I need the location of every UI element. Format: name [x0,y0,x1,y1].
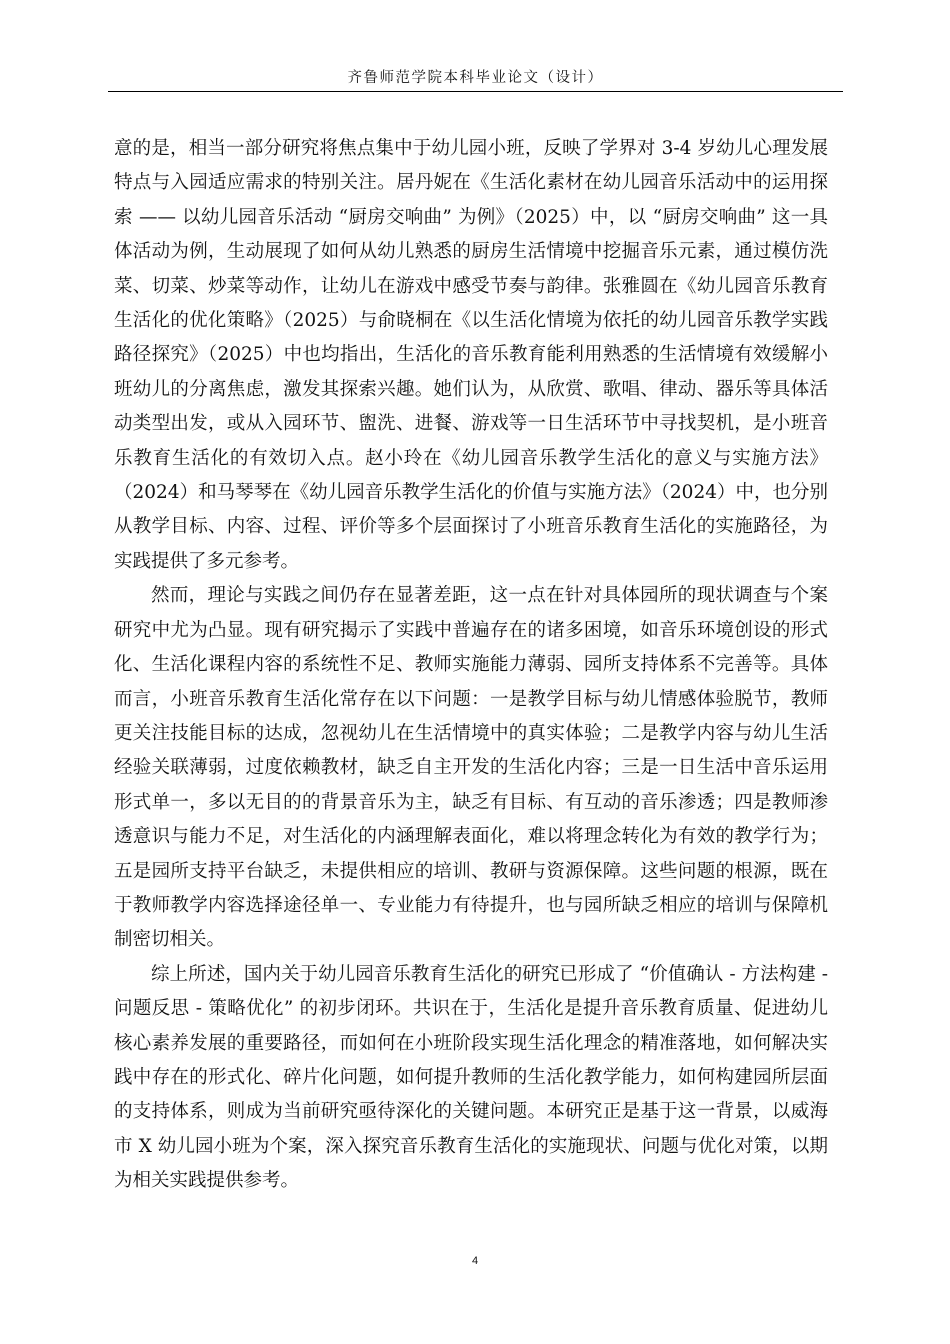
header-rule [108,91,843,92]
paragraph-continued: 意的是，相当一部分研究将焦点集中于幼儿园小班，反映了学界对 3-4 岁幼儿心理发展特点与入园适应需求的特别关注。居丹妮在《生活化素材在幼儿园音乐活动中的运用探索 —— 以幼儿园音乐活动 “厨房交响曲” 为例》（2025）中，以 “厨房交响曲” 这一具体活动为例，生动展现了如何从幼儿熟悉的厨房生活情境中挖掘音乐元素，通过模仿洗菜、切菜、炒菜等动作，让幼儿在游戏中感受节奏与韵律。张雅圆在《幼儿园音乐教育生活化的优化策略》（2025）与俞晓桐在《以生活化情境为依托的幼儿园音乐教学实践路径探究》（2025）中也均指出，生活化的音乐教育能利用熟悉的生活情境有效缓解小班幼儿的分离焦虑，激发其探索兴趣。她们认为，从欣赏、歌唱、律动、器乐等具体活动类型出发，或从入园环节、盥洗、进餐、游戏等一日生活环节中寻找契机，是小班音乐教育生活化的有效切入点。赵小玲在《幼儿园音乐教学生活化的意义与实施方法》（2024）和马琴琴在《幼儿园音乐教学生活化的价值与实施方法》（2024）中，也分别从教学目标、内容、过程、评价等多个层面探讨了小班音乐教育生活化的实施路径，为实践提供了多元参考。 [114,138,828,572]
paragraph: 综上所述，国内关于幼儿园音乐教育生活化的研究已形成了 “价值确认 - 方法构建 - 问题反思 - 策略优化” 的初步闭环。共识在于，生活化是提升音乐教育质量、促进幼儿核心素养发展的重要路径，而如何在小班阶段实现生活化理念的精准落地，如何解决实践中存在的形式化、碎片化问题，如何提升教师的生活化教学能力，如何构建园所层面的支持体系，则成为当前研究亟待深化的关键问题。本研究正是基于这一背景，以威海市 X 幼儿园小班为个案，深入探究音乐教育生活化的实施现状、问题与优化对策，以期为相关实践提供参考。 [114,963,828,1192]
page-number: 4 [471,1255,479,1267]
page-header: 齐鲁师范学院本科毕业论文（设计） [347,70,604,86]
body-text [114,132,828,1199]
paragraph: 然而，理论与实践之间仍存在显著差距，这一点在针对具体园所的现状调查与个案研究中尤为凸显。现有研究揭示了实践中普遍存在的诸多困境，如音乐环境创设的形式化、生活化课程内容的系统性不足、教师实施能力薄弱、园所支持体系不完善等。具体而言，小班音乐教育生活化常存在以下问题：一是教学目标与幼儿情感体验脱节，教师更关注技能目标的达成，忽视幼儿在生活情境中的真实体验；二是教学内容与幼儿生活经验关联薄弱，过度依赖教材，缺乏自主开发的生活化内容；三是一日生活中音乐运用形式单一，多以无目的的背景音乐为主，缺乏有目标、有互动的音乐渗透；四是教师渗透意识与能力不足，对生活化的内涵理解表面化，难以将理念转化为有效的教学行为；五是园所支持平台缺乏，未提供相应的培训、教研与资源保障。这些问题的根源，既在于教师教学内容选择途径单一、专业能力有待提升，也与园所缺乏相应的培训与保障机制密切相关。 [114,585,828,951]
